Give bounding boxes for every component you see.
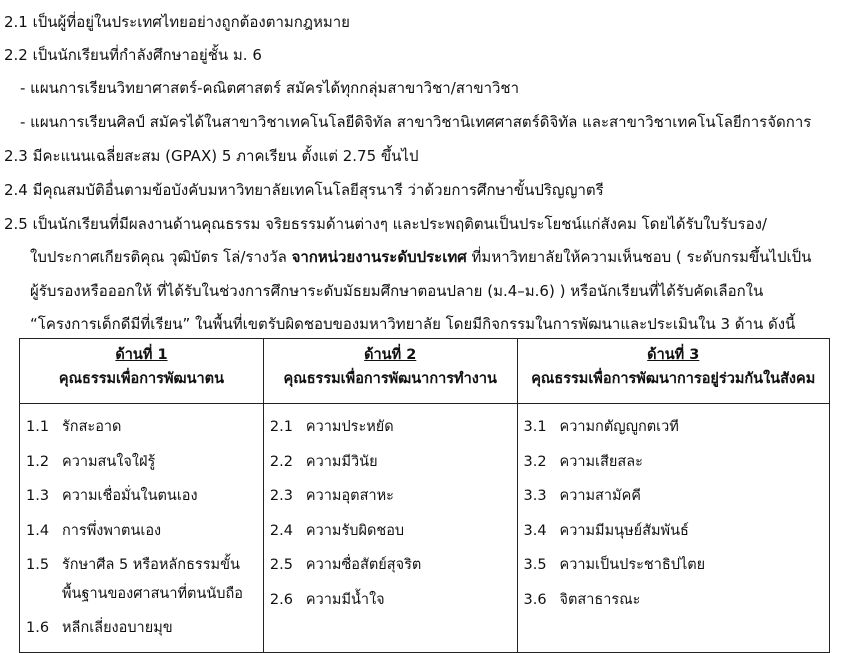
item-number: 1.3	[26, 488, 50, 504]
item-text: ความเป็นประชาธิปไตย	[559, 557, 706, 573]
item-number: 3.6	[523, 591, 547, 608]
item-number: 2.3	[269, 488, 293, 504]
list-item	[270, 548, 511, 583]
column-2-items	[263, 404, 517, 653]
item-text: ความซื่อสัตย์สุจริต	[305, 557, 422, 573]
column-2-subheading: คุณธรรมเพื่อการพัฒนาการทำงาน	[283, 371, 497, 387]
item-text: ความประหยัด	[305, 419, 394, 435]
item-number: 1.2	[26, 453, 50, 470]
column-3-heading: ด้านที่ 3	[647, 347, 700, 363]
column-2-heading: ด้านที่ 2	[364, 347, 417, 363]
list-item	[270, 514, 511, 549]
item-number: 2.2	[269, 453, 293, 470]
column-1-heading: ด้านที่ 1	[115, 347, 168, 363]
list-item	[26, 445, 257, 480]
item-text: ความกตัญญูกตเวที	[559, 419, 679, 435]
list-item	[524, 479, 823, 514]
item-text: ความอุตสาหะ	[305, 488, 394, 504]
item-number: 3.5	[523, 557, 547, 573]
item-number: 1.5	[26, 557, 50, 573]
criterion-2-2: 2.2 เป็นนักเรียนที่กำลังศึกษาอยู่ชั้น ม. 6	[4, 46, 262, 64]
item-text: ความมีมนุษย์สัมพันธ์	[559, 522, 689, 539]
item-number: 1.1	[26, 419, 50, 435]
column-1-subheading: คุณธรรมเพื่อการพัฒนาตน	[58, 371, 225, 387]
list-item	[270, 583, 511, 618]
list-item	[524, 548, 823, 583]
criterion-2-5-line-1: 2.5 เป็นนักเรียนที่มีผลงานด้านคุณธรรม จริยธรรมด้านต่างๆ และประพฤติตนเป็นประโยชน์แก่สังคม โดยได้รับใบรับรอง/	[4, 215, 767, 233]
column-3-items	[517, 404, 829, 653]
criterion-2-5-line-3: ผู้รับรองหรือออกให้ ที่ได้รับในช่วงการศึกษาระดับมัธยมศึกษาตอนปลาย (ม.4–ม.6) ) หรือนักเรียนที่ได้รับคัดเลือกใน	[30, 282, 764, 300]
item-text: ความสามัคคี	[559, 488, 642, 504]
list-item	[524, 445, 823, 480]
list-item	[26, 410, 257, 445]
item-number: 3.2	[523, 453, 547, 470]
list-item	[26, 479, 257, 514]
item-number: 3.3	[523, 488, 547, 504]
item-text: หลีกเลี่ยงอบายมุข	[62, 620, 173, 636]
list-item	[270, 410, 511, 445]
item-number: 2.6	[269, 591, 293, 608]
column-3-subheading: คุณธรรมเพื่อการพัฒนาการอยู่ร่วมกันในสังคม	[531, 371, 816, 387]
item-number: 3.4	[523, 522, 547, 539]
criterion-2-1: 2.1 เป็นผู้ที่อยู่ในประเทศไทยอย่างถูกต้องตามกฎหมาย	[4, 13, 350, 31]
item-number: 3.1	[523, 419, 547, 435]
list-item-continuation: พื้นฐานของศาสนาที่ตนนับถือ	[62, 585, 243, 602]
item-text: การพึ่งพาตนเอง	[62, 522, 162, 539]
item-number: 1.4	[26, 522, 50, 539]
item-text: ความสนใจใฝ่รู้	[62, 453, 156, 470]
list-item	[26, 514, 257, 549]
criterion-2-2-arts-plan: - แผนการเรียนศิลป์ สมัครได้ในสาขาวิชาเทคโนโลยีดิจิทัล สาขาวิชานิเทศศาสตร์ดิจิทัล และสาขาวิชาเทคโนโลยีการจัดการ	[20, 113, 812, 131]
table-header-row	[20, 339, 830, 404]
item-text: ความมีน้ำใจ	[305, 591, 385, 608]
item-text: รักสะอาด	[62, 419, 122, 435]
criterion-2-5-line-4: “โครงการเด็กดีมีที่เรียน” ในพื้นที่เขตรับผิดชอบของมหาวิทยาลัย โดยมีกิจกรรมในการพัฒนาและประเมินใน 3 ด้าน ดังนี้	[30, 315, 796, 333]
column-header-1	[20, 339, 264, 404]
item-number: 2.5	[269, 557, 293, 573]
column-1-items	[20, 404, 264, 653]
item-text: รักษาศีล 5 หรือหลักธรรมขั้น	[62, 557, 240, 573]
national-agency-emphasis: จากหน่วยงานระดับประเทศ	[291, 248, 467, 266]
criterion-2-4: 2.4 มีคุณสมบัติอื่นตามข้อบังคับมหาวิทยาลัยเทคโนโลยีสุรนารี ว่าด้วยการศึกษาขั้นปริญญาตรี	[4, 181, 604, 199]
criterion-2-5-text-c: ที่มหาวิทยาลัยให้ความเห็นชอบ ( ระดับกรมขึ้นไปเป็น	[466, 248, 812, 266]
virtue-table	[19, 338, 830, 653]
item-number: 2.1	[269, 419, 293, 435]
criterion-2-2-science-plan: - แผนการเรียนวิทยาศาสตร์-คณิตศาสตร์ สมัครได้ทุกกลุ่มสาขาวิชา/สาขาวิชา	[20, 79, 520, 97]
list-item	[270, 479, 511, 514]
item-text: ความรับผิดชอบ	[305, 522, 405, 539]
list-item	[524, 514, 823, 549]
item-text: ความเสียสละ	[559, 453, 643, 470]
column-header-2	[263, 339, 517, 404]
item-number: 1.6	[26, 620, 50, 636]
list-item	[270, 445, 511, 480]
criterion-2-5-line-2	[30, 247, 811, 267]
list-item	[26, 611, 257, 646]
criterion-2-5-text-a: ใบประกาศเกียรติคุณ วุฒิบัตร โล่/รางวัล	[30, 248, 292, 266]
list-item	[524, 583, 823, 618]
item-text: จิตสาธารณะ	[559, 591, 641, 608]
item-text: ความเชื่อมั่นในตนเอง	[62, 488, 198, 504]
item-number: 2.4	[269, 522, 293, 539]
criterion-2-3: 2.3 มีคะแนนเฉลี่ยสะสม (GPAX) 5 ภาคเรียน ตั้งแต่ 2.75 ขึ้นไป	[4, 147, 419, 165]
item-text: ความมีวินัย	[305, 453, 378, 470]
list-item	[524, 410, 823, 445]
column-header-3	[517, 339, 829, 404]
table-body-row	[20, 404, 830, 653]
